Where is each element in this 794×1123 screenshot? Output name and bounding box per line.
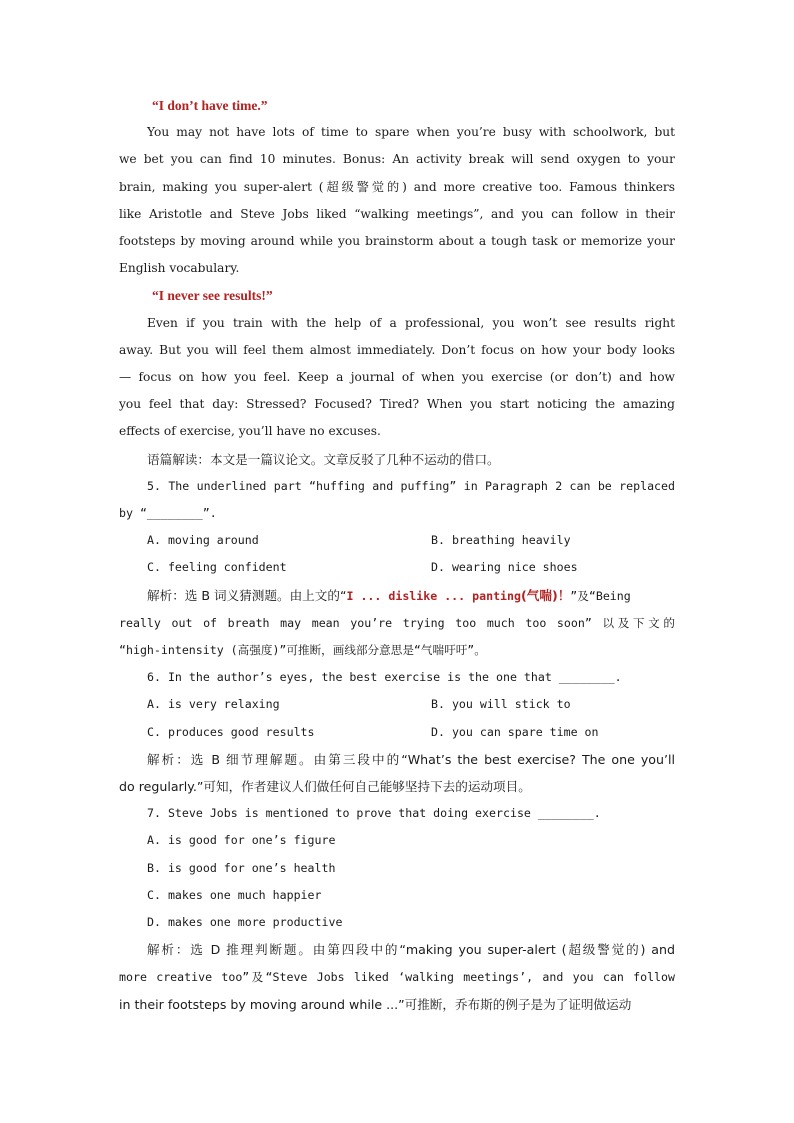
text-line: You may not have lots of time to spare when you’re busy with schoolwork, but — [147, 125, 675, 140]
text-line: — focus on how you feel. Keep a journal of when you exercise (or don’t) and how — [119, 370, 675, 385]
document-page — [119, 92, 675, 1018]
option-c: C. feeling confident — [147, 560, 287, 575]
option-a: A. is very relaxing — [147, 697, 280, 712]
section-heading-results: “I never see results!” — [152, 288, 273, 304]
text-line: you feel that day: Stressed? Focused? Tired? When you start noticing the amazing — [119, 397, 675, 412]
option-b: B. breathing heavily — [431, 533, 571, 548]
question-5-stem: 5. The underlined part “huffing and puffing” in Paragraph 2 can be replaced — [147, 478, 675, 493]
question-6-answer: 解析：选 B 细节理解题。由第三段中的“What’s the best exercise? The one you’ll — [147, 751, 675, 767]
option-b: B. is good for one’s health — [147, 860, 336, 875]
option-a: A. is good for one’s figure — [147, 833, 336, 848]
question-6-answer-line2: do regularly.”可知，作者建议人们做任何自己能够坚持下去的运动项目。 — [119, 779, 531, 795]
option-c: C. makes one much happier — [147, 887, 322, 902]
question-7-stem: 7. Steve Jobs is mentioned to prove that doing exercise ________. — [147, 806, 601, 821]
option-d: D. wearing nice shoes — [431, 560, 578, 575]
option-c: C. produces good results — [147, 724, 315, 739]
answer-quote-cn: (气喘)！ — [521, 587, 571, 603]
answer-quote: I ... dislike ... panting — [346, 588, 521, 603]
answer-suffix: ”及“Being — [570, 588, 631, 603]
question-5-stem-cont: by “________”. — [119, 506, 217, 521]
text-line: effects of exercise, you’ll have no excuses. — [119, 424, 381, 439]
question-5-answer-line3: “high-intensity (高强度)”可推断，画线部分意思是“气喘吁吁”。 — [119, 643, 486, 658]
question-6-options-ab — [119, 691, 675, 718]
text-line: we bet you can find 10 minutes. Bonus: An activity break will send oxygen to your — [119, 152, 675, 167]
option-d: D. makes one more productive — [147, 915, 343, 930]
text-line: brain, making you super-alert (超级警觉的) and more creative too. Famous thinkers — [119, 179, 675, 194]
question-5-options-cd — [119, 554, 675, 581]
answer-prefix: 解析：选 B 词义猜测题。由上文的“ — [147, 587, 347, 603]
text-line: away. But you will feel them almost immediately. Don’t focus on how your body looks — [119, 342, 675, 357]
question-5-answer — [119, 582, 675, 610]
question-6-stem: 6. In the author’s eyes, the best exercise is the one that ________. — [147, 670, 622, 685]
question-7-answer-line3: in their footsteps by moving around while ...”可推断，乔布斯的例子是为了证明做运动 — [119, 996, 632, 1012]
question-5-options-ab — [119, 527, 675, 554]
passage-summary: 语篇解读：本文是一篇议论文。文章反驳了几种不运动的借口。 — [147, 451, 500, 467]
question-5-answer-line2: really out of breath may mean you’re trying too much too soon” 以及下文的 — [119, 615, 675, 630]
option-a: A. moving around — [147, 533, 259, 548]
text-line: like Aristotle and Steve Jobs liked “walking meetings”, and you can follow in their — [119, 206, 675, 221]
text-line: Even if you train with the help of a professional, you won’t see results right — [147, 315, 675, 330]
section-heading-time: “I don’t have time.” — [152, 98, 268, 113]
paragraph-results — [119, 310, 675, 446]
option-d: D. you can spare time on — [431, 724, 599, 739]
text-line: footsteps by moving around while you brainstorm about a tough task or memorize your — [119, 234, 675, 249]
question-6-options-cd — [119, 719, 675, 746]
option-b: B. you will stick to — [431, 697, 571, 712]
question-7-answer: 解析：选 D 推理判断题。由第四段中的“making you super-alert (超级警觉的) and — [147, 942, 675, 958]
text-line: English vocabulary. — [119, 261, 240, 276]
question-7-answer-line2: more creative too”及“Steve Jobs liked ‘walking meetings’, and you can follow — [119, 969, 675, 984]
paragraph-time — [119, 119, 675, 282]
